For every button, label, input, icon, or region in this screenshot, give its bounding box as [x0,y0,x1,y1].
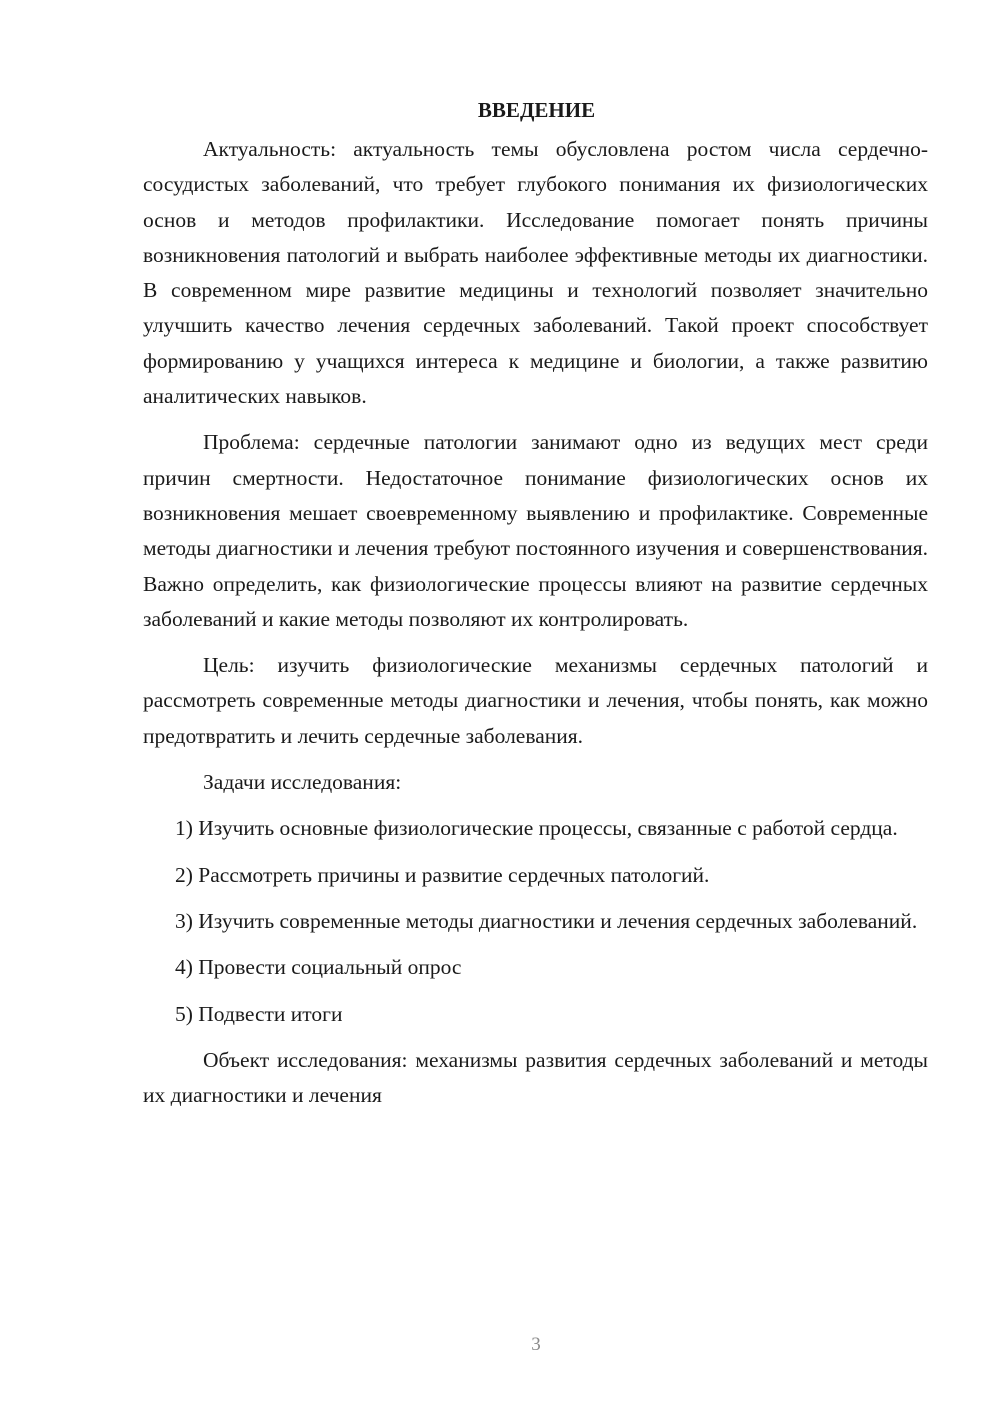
goal-paragraph: Цель: изучить физиологические механизмы сердечных патологий и рассмотреть современные методы диагностики и лечения, чтобы понять, как можно предотвратить и лечить сердечные заболевания. [143,653,928,748]
page-number: 3 [531,1334,541,1355]
object-paragraph: Объект исследования: механизмы развития сердечных заболеваний и методы их диагностики и лечения [143,1047,928,1108]
task-item-4: 4) Провести социальный опрос [175,955,462,980]
task-item-5: 5) Подвести итоги [175,1001,343,1026]
task-item-2: 2) Рассмотреть причины и развитие сердечных патологий. [175,862,710,887]
section-title: ВВЕДЕНИЕ [477,98,596,122]
task-item-1: 1) Изучить основные физиологические процессы, связанные с работой сердца. [175,816,898,841]
problem-paragraph: Проблема: сердечные патологии занимают одно из ведущих мест среди причин смертности. Недостаточное понимание физиологических основ их возникновения мешает своевременному выявлению и профилактике. Современные методы диагностики и лечения требуют постоянного изучения и совершенствования. Важно определить, как физиологические процессы влияют на развитие сердечных заболеваний и какие методы позволяют их контролировать. [143,430,928,631]
tasks-heading: Задачи исследования: [203,770,402,795]
document-body [143,92,928,1124]
relevance-paragraph: Актуальность: актуальность темы обусловлена ростом числа сердечно-сосудистых заболеваний, что требует глубокого понимания их физиологических основ и методов профилактики. Исследование помогает понять причины возникновения патологий и выбрать наиболее эффективные методы их диагностики. В современном мире развитие медицины и технологий позволяет значительно улучшить качество лечения сердечных заболеваний. Такой проект способствует формированию у учащихся интереса к медицине и биологии, а также развитию аналитических навыков. [143,137,928,409]
task-item-3: 3) Изучить современные методы диагностики и лечения сердечных заболеваний. [175,908,918,933]
